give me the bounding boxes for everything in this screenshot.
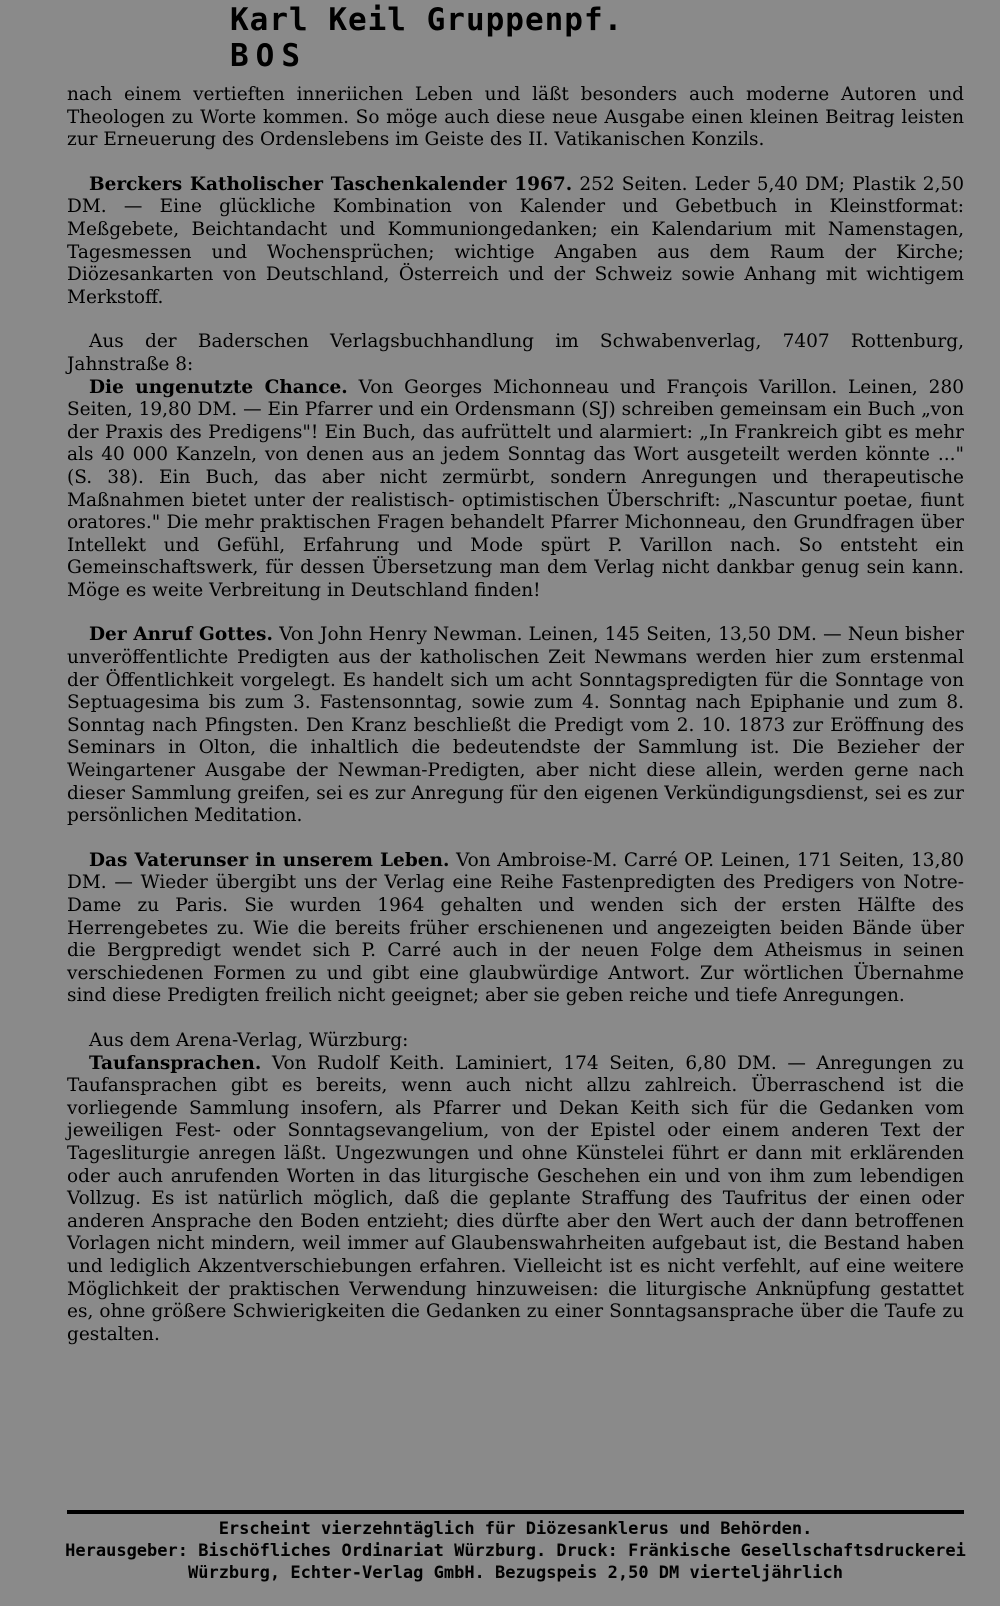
colophon-frequency: Erscheint vierzehntäglich für Diözesanklerus und Behörden. [218,1519,813,1539]
paragraph [67,1053,964,1347]
paragraph [67,331,964,376]
paragraph [67,377,964,603]
paragraph-bold: Die ungenutzte Chance. [89,376,348,398]
paragraph-text: Von Georges Michonneau und François Varillon. Leinen, 280 Seiten, 19,80 DM. — Ein Pfarrer und ein Ordensmann (SJ) schreiben gemeinsam ein Buch „von der Praxis des Predigens"! Ein Buch, das aufrüttelt und alarmiert: „In Frankreich gibt es mehr als 40 000 Kanzeln, von denen aus an jedem Sonntag das Wort ausgeteilt werden könnte ..." (S. 38). Ein Buch, das aber nicht zermürbt, sondern Anregungen und therapeutische Maßnahmen bietet unter der realistisch- optimistischen Überschrift: „Nascuntur poetae, fiunt oratores." Die mehr praktischen Fragen behandelt Pfarrer Michonneau, den Grundfragen über Intellekt und Gefühl, Erfahrung und Mode spürt P. Varillon nach. So entsteht ein Gemeinschaftswerk, für dessen Übersetzung man dem Verlag nicht dankbar genug sein kann. Möge es weite Verbreitung in Deutschland finden! [67,376,964,601]
paragraph [67,1030,964,1053]
paragraph [67,174,964,310]
colophon-publisher: Herausgeber: Bischöfliches Ordinariat Würzburg. Druck: Fränkische Gesellschaftsdruckerei Würzburg, Echter-Verlag GmbH. Bezugspeis 2,50 DM vierteljährlich [65,1541,966,1583]
review-text [67,84,964,1346]
colophon [62,1518,969,1584]
stamp-line-code: BOS [230,38,307,74]
paragraph-text: Von Ambroise-M. Carré OP. Leinen, 171 Seiten, 13,80 DM. — Wieder übergibt uns der Verlag eine Reihe Fastenpredigten des Predigers von Notre-Dame zu Paris. Sie wurden 1964 gehalten und wenden sich der ersten Hälfte des Herrengebetes zu. Wie die bereits früher erschienenen und angezeigten beiden Bände über die Bergpredigt wendet sich P. Carré auch in der neuen Folge dem Atheismus in seinen verschiedenen Formen zu und gibt eine glaubwürdige Antwort. Zur wörtlichen Übernahme sind diese Predigten freilich nicht geeignet; aber sie geben reiche und tiefe Anregungen. [67,849,964,1007]
paragraph-text: Von Rudolf Keith. Laminiert, 174 Seiten, 6,80 DM. — Anregungen zu Taufansprachen gibt es bereits, wenn auch nicht allzu zahlreich. Überraschend ist die vorliegende Sammlung insofern, als Pfarrer und Dekan Keith sich für die Gedanken vom jeweiligen Fest- oder Sonntagsevangelium, von der Epistel oder einem anderen Text der Tagesliturgie anregen läßt. Ungezwungen und ohne Künstelei führt er dann mit erklärenden oder auch anrufenden Worten in das liturgische Geschehen ein und von ihm zum lebendigen Vollzug. Es ist natürlich möglich, daß die geplante Straffung des Taufritus der einen oder anderen Ansprache den Boden entzieht; dies dürfte aber den Wert auch der dann betroffenen Vorlagen nicht mindern, weil immer auf Glaubenswahrheiten aufgebaut ist, die Bestand haben und lediglich Akzentverschiebungen erfahren. Vielleicht ist es nicht verfehlt, auf eine weitere Möglichkeit der praktischen Verwendung hinzuweisen: die liturgische Anknüpfung gestattet es, ohne größere Schwierigkeiten die Gedanken zu einer Sonntagsansprache über die Taufe zu gestalten. [67,1052,964,1345]
paragraph-text: Von John Henry Newman. Leinen, 145 Seiten, 13,50 DM. — Neun bisher unveröffentlichte Predigten aus der katholischen Zeit Newmans werden hier zum erstenmal der Öffentlichkeit vorgelegt. Es handelt sich um acht Sonntagspredigten für die Sonntage von Septuagesima bis zum 3. Fastensonntag, sowie zum 4. Sonntag nach Epiphanie und zum 8. Sonntag nach Pfingsten. Den Kranz beschließt die Predigt vom 2. 10. 1873 zur Eröffnung des Seminars in Olton, die inhaltlich die bedeutendste der Sammlung ist. Die Bezieher der Weingartener Ausgabe der Newman-Predigten, aber nicht diese allein, werden gerne nach dieser Sammlung greifen, sei es zur Anregung für den eigenen Verkündigungsdienst, sei es zur persönlichen Meditation. [67,624,964,827]
paragraph-bold: Taufansprachen. [89,1052,262,1074]
owner-stamp [230,2,623,74]
paragraph-bold: Berckers Katholischer Taschenkalender 1967. [89,173,573,195]
paragraph-text: Aus der Baderschen Verlagsbuchhandlung im Schwabenverlag, 7407 Rottenburg, Jahnstraße 8: [67,331,964,375]
paragraph-text: 252 Seiten. Leder 5,40 DM; Plastik 2,50 DM. — Eine glückliche Kombination von Kalender und Gebetbuch in Kleinstformat: Meßgebete, Beichtandacht und Kommuniongedanken; ein Kalendarium mit Namenstagen, Tagesmessen und Wochensprüchen; wichtige Angaben aus dem Raum der Kirche; Diözesankarten von Deutschland, Österreich und der Schweiz sowie Anhang mit wichtigem Merkstoff. [67,173,964,308]
paragraph-bold: Der Anruf Gottes. [89,624,273,646]
paragraph [67,624,964,827]
stamp-line-name: Karl Keil Gruppenpf. [230,2,624,38]
paragraph-text: nach einem vertieften inneriichen Leben und läßt besonders auch moderne Autoren und Theologen zu Worte kommen. So möge auch diese neue Ausgabe einen kleinen Beitrag leisten zur Erneuerung des Ordenslebens im Geiste des II. Vatikanischen Konzils. [67,84,964,151]
paragraph-text: Aus dem Arena-Verlag, Würzburg: [89,1029,409,1051]
paragraph [67,850,964,1008]
paragraph-bold: Das Vaterunser in unserem Leben. [89,849,450,871]
footer-divider [67,1510,964,1514]
paragraph [67,84,964,152]
